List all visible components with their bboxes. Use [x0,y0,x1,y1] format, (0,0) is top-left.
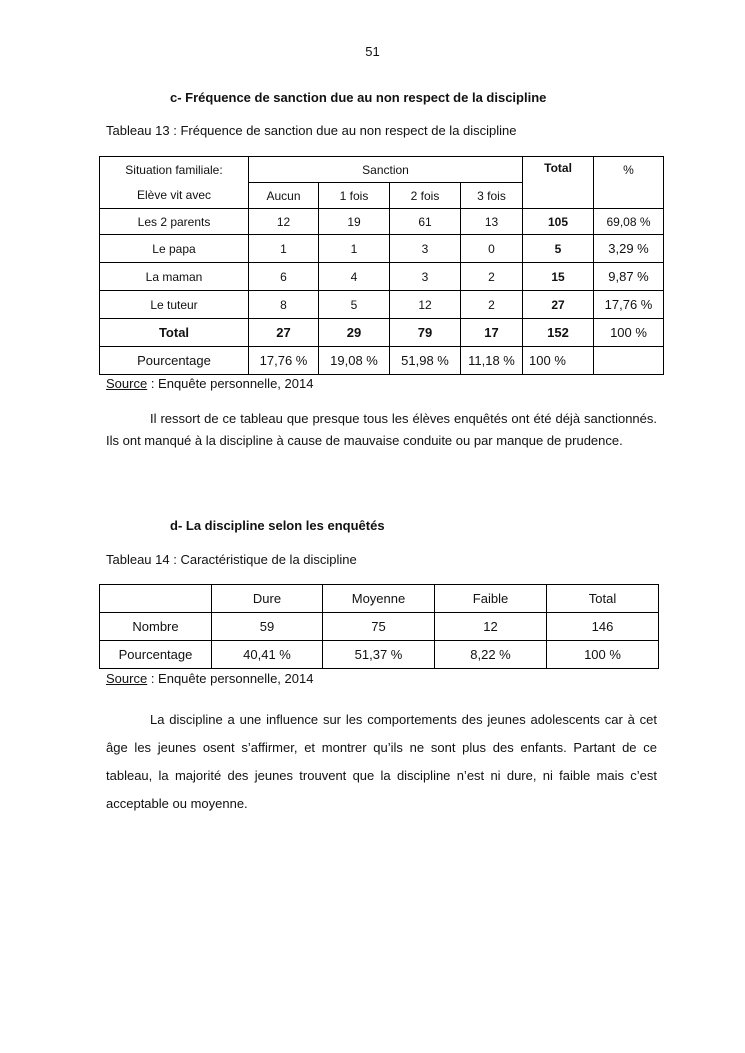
header-dure: Dure [212,585,323,613]
table-row [100,291,664,319]
cell-aucun: 17,76 % [249,347,319,375]
cell-2-fois: 3 [390,235,461,263]
table-14-source [106,671,313,686]
table-row [100,263,664,291]
cell-percent [594,347,664,375]
cell-percent: 69,08 % [594,209,664,235]
cell-3-fois: 13 [461,209,523,235]
table-row [100,641,659,669]
cell-1-fois: 5 [319,291,390,319]
cell-total: 105 [523,209,594,235]
cell-3-fois: 17 [461,319,523,347]
cell-total: 152 [523,319,594,347]
cell-2-fois: 12 [390,291,461,319]
table-percentage-row [100,347,664,375]
header-eleve-vit-avec: Elève vit avec [100,183,249,209]
cell-1-fois: 4 [319,263,390,291]
row-label-pourcentage: Pourcentage [100,641,212,669]
cell-moyenne: 51,37 % [323,641,435,669]
header-sanction: Sanction [249,157,523,183]
cell-dure: 40,41 % [212,641,323,669]
cell-total: 146 [547,613,659,641]
header-percent-blank [594,183,664,209]
table-13-header-row-1 [100,157,664,183]
cell-moyenne: 75 [323,613,435,641]
paragraph-text: Il ressort de ce tableau que presque tous les élèves enquêtés ont été déjà sanctionnés. Ils ont manqué à la discipline à cause de mauvaise conduite ou par manque de prudence. [106,411,657,448]
row-label-pourcentage: Pourcentage [100,347,249,375]
table-13-caption: Tableau 13 : Fréquence de sanction due au non respect de la discipline [106,123,517,138]
cell-dure: 59 [212,613,323,641]
section-c-heading: c- Fréquence de sanction due au non respect de la discipline [170,90,547,105]
table-13 [99,156,664,375]
table-14-caption: Tableau 14 : Caractéristique de la discipline [106,552,357,567]
section-c-paragraph [106,408,657,452]
table-row [100,235,664,263]
cell-percent: 100 % [594,319,664,347]
source-text: : Enquête personnelle, 2014 [147,376,314,391]
cell-percent: 9,87 % [594,263,664,291]
table-13-source [106,376,313,391]
cell-total: 5 [523,235,594,263]
cell-percent: 17,76 % [594,291,664,319]
header-moyenne: Moyenne [323,585,435,613]
cell-aucun: 1 [249,235,319,263]
source-text: : Enquête personnelle, 2014 [147,671,314,686]
table-14-header-row [100,585,659,613]
cell-total: 15 [523,263,594,291]
cell-2-fois: 3 [390,263,461,291]
cell-3-fois: 11,18 % [461,347,523,375]
cell-total: 27 [523,291,594,319]
section-d-heading: d- La discipline selon les enquêtés [170,518,385,533]
paragraph-text: La discipline a une influence sur les comportements des jeunes adolescents car à cet âge les jeunes osent s’affirmer, et montrer qu’ils ne sont plus des enfants. Partant de ce tableau, la majorité des jeunes trouvent que la discipline n’est ni dure, ni faible mais c’est acceptable ou moyenne. [106,712,657,811]
cell-percent: 3,29 % [594,235,664,263]
header-2-fois: 2 fois [390,183,461,209]
source-label: Source [106,376,148,391]
header-percent: % [594,157,664,183]
cell-aucun: 6 [249,263,319,291]
cell-total: 100 % [523,347,594,375]
table-total-row [100,319,664,347]
cell-aucun: 12 [249,209,319,235]
header-1-fois: 1 fois [319,183,390,209]
row-label: La maman [100,263,249,291]
source-label: Source [106,671,148,686]
row-label: Le tuteur [100,291,249,319]
cell-3-fois: 2 [461,263,523,291]
cell-faible: 12 [435,613,547,641]
header-total: Total [523,157,594,209]
row-label: Le papa [100,235,249,263]
table-row [100,209,664,235]
cell-1-fois: 19 [319,209,390,235]
header-situation-familiale: Situation familiale: [100,157,249,183]
header-total: Total [547,585,659,613]
header-aucun: Aucun [249,183,319,209]
cell-2-fois: 61 [390,209,461,235]
cell-3-fois: 2 [461,291,523,319]
cell-1-fois: 19,08 % [319,347,390,375]
header-faible: Faible [435,585,547,613]
row-label-total: Total [100,319,249,347]
header-3-fois: 3 fois [461,183,523,209]
table-14 [99,584,659,669]
cell-2-fois: 79 [390,319,461,347]
cell-2-fois: 51,98 % [390,347,461,375]
cell-1-fois: 29 [319,319,390,347]
row-label: Les 2 parents [100,209,249,235]
row-label-nombre: Nombre [100,613,212,641]
page-number: 51 [365,44,380,59]
table-row [100,613,659,641]
cell-1-fois: 1 [319,235,390,263]
header-blank [100,585,212,613]
section-d-paragraph [106,706,657,818]
cell-3-fois: 0 [461,235,523,263]
cell-total: 100 % [547,641,659,669]
cell-faible: 8,22 % [435,641,547,669]
cell-aucun: 8 [249,291,319,319]
cell-aucun: 27 [249,319,319,347]
